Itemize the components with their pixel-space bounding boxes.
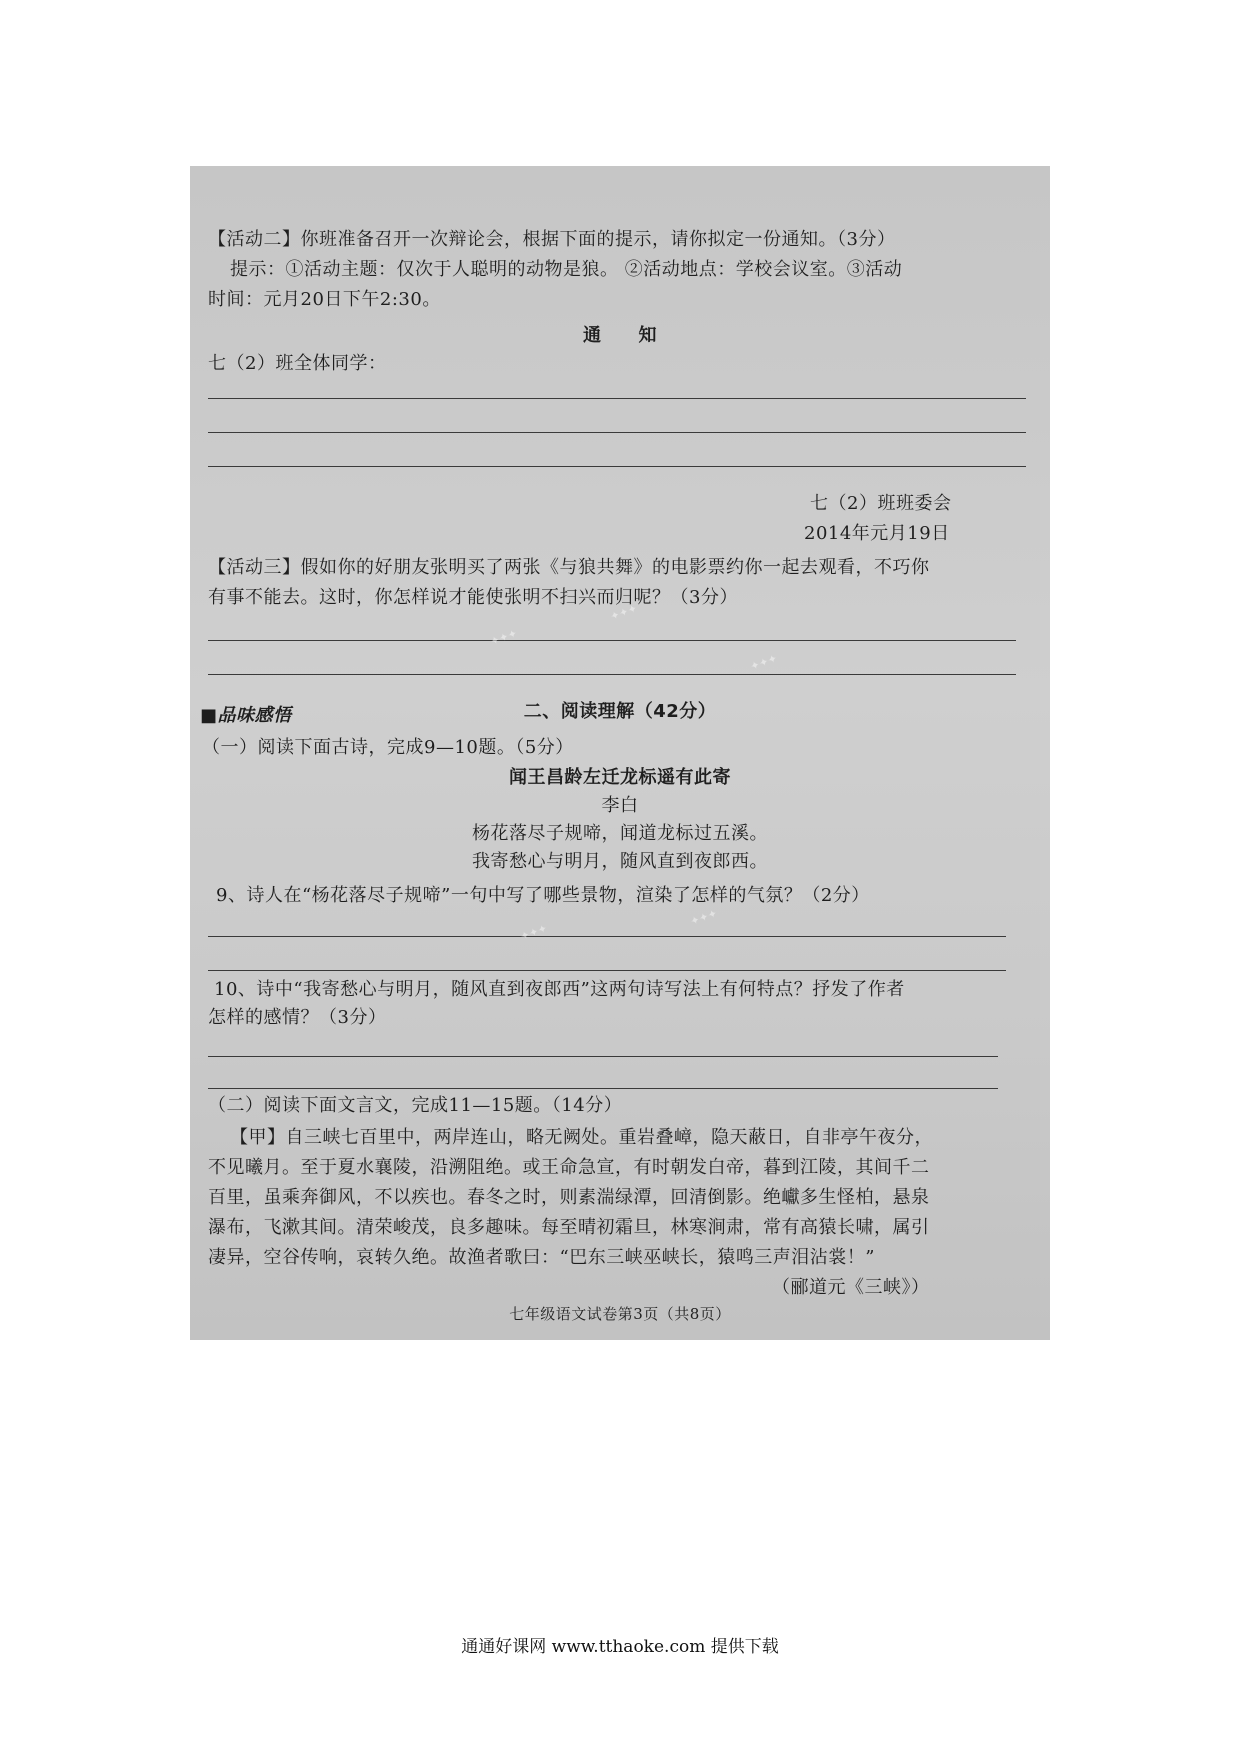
answer-line bbox=[208, 936, 1006, 937]
question-10-line1: 10、诗中“我寄愁心与明月，随风直到夜郎西”这两句诗写法上有何特点？抒发了作者 bbox=[214, 979, 905, 1000]
part2-intro: （二）阅读下面文言文，完成11—15题。（14分） bbox=[208, 1095, 623, 1116]
answer-line bbox=[208, 398, 1026, 399]
question-9: 9、诗人在“杨花落尽子规啼”一句中写了哪些景物，渲染了怎样的气氛？（2分） bbox=[216, 885, 870, 906]
activity2-hint-line2: 时间：元月20日下午2:30。 bbox=[208, 289, 441, 310]
activity2-heading: 【活动二】你班准备召开一次辩论会，根据下面的提示，请你拟定一份通知。（3分） bbox=[208, 229, 896, 250]
section-title: 二、阅读理解（42分） bbox=[523, 701, 717, 722]
notice-date: 2014年元月19日 bbox=[804, 523, 950, 544]
classical-line: 凄异，空谷传响，哀转久绝。故渔者歌曰：“巴东三峡巫峡长，猿鸣三声泪沾裳！” bbox=[208, 1247, 875, 1268]
watermark: ✦✦✦ bbox=[748, 651, 780, 674]
classical-line: 【甲】自三峡七百里中，两岸连山，略无阙处。重岩叠嶂，隐天蔽日，自非亭午夜分， bbox=[230, 1127, 933, 1148]
notice-title: 通 知 bbox=[583, 325, 657, 346]
classical-line: 不见曦月。至于夏水襄陵，沿溯阻绝。或王命急宣，有时朝发白帝，暮到江陵，其间千二 bbox=[208, 1157, 930, 1178]
watermark: ✦✦✦ bbox=[488, 626, 520, 649]
poem-line2: 我寄愁心与明月，随风直到夜郎西。 bbox=[472, 851, 768, 872]
classical-source: （郦道元《三峡》） bbox=[772, 1277, 930, 1298]
answer-line bbox=[208, 970, 1006, 971]
poem-author: 李白 bbox=[601, 795, 639, 816]
notice-greeting: 七（2）班全体同学： bbox=[208, 353, 387, 374]
answer-line bbox=[208, 674, 1016, 675]
exam-page-photo bbox=[190, 166, 1050, 1340]
poem-line1: 杨花落尽子规啼，闻道龙标过五溪。 bbox=[472, 823, 768, 844]
answer-line bbox=[208, 466, 1026, 467]
notice-signature: 七（2）班班委会 bbox=[810, 493, 952, 514]
answer-line bbox=[208, 1088, 998, 1089]
part1-intro: （一）阅读下面古诗，完成9—10题。（5分） bbox=[202, 737, 574, 758]
activity2-hint-line1: 提示：①活动主题：仅次于人聪明的动物是狼。 ②活动地点：学校会议室。③活动 bbox=[230, 259, 903, 280]
answer-line bbox=[208, 1056, 998, 1057]
poem-title: 闻王昌龄左迁龙标遥有此寄 bbox=[509, 767, 731, 788]
classical-line: 瀑布，飞漱其间。清荣峻茂，良多趣味。每至晴初霜旦，林寒涧肃，常有高猿长啸，属引 bbox=[208, 1217, 930, 1238]
watermark: ✦✦✦ bbox=[688, 906, 720, 929]
activity3-line2: 有事不能去。这时，你怎样说才能使张明不扫兴而归呢？（3分） bbox=[208, 587, 738, 608]
answer-line bbox=[208, 432, 1026, 433]
site-footer: 通通好课网 www.tthaoke.com 提供下载 bbox=[461, 1637, 779, 1657]
answer-line bbox=[208, 640, 1016, 641]
page-footer: 七年级语文试卷第3页（共8页） bbox=[509, 1305, 731, 1323]
watermark: ✦✦✦ bbox=[608, 601, 640, 624]
watermark: ✦✦✦ bbox=[518, 921, 550, 944]
activity3-line1: 【活动三】假如你的好朋友张明买了两张《与狼共舞》的电影票约你一起去观看，不巧你 bbox=[208, 557, 930, 578]
question-10-line2: 怎样的感情？（3分） bbox=[208, 1007, 387, 1028]
section-tag: ■品味感悟 bbox=[200, 705, 292, 726]
classical-line: 百里，虽乘奔御风，不以疾也。春冬之时，则素湍绿潭，回清倒影。绝巘多生怪柏，悬泉 bbox=[208, 1187, 930, 1208]
